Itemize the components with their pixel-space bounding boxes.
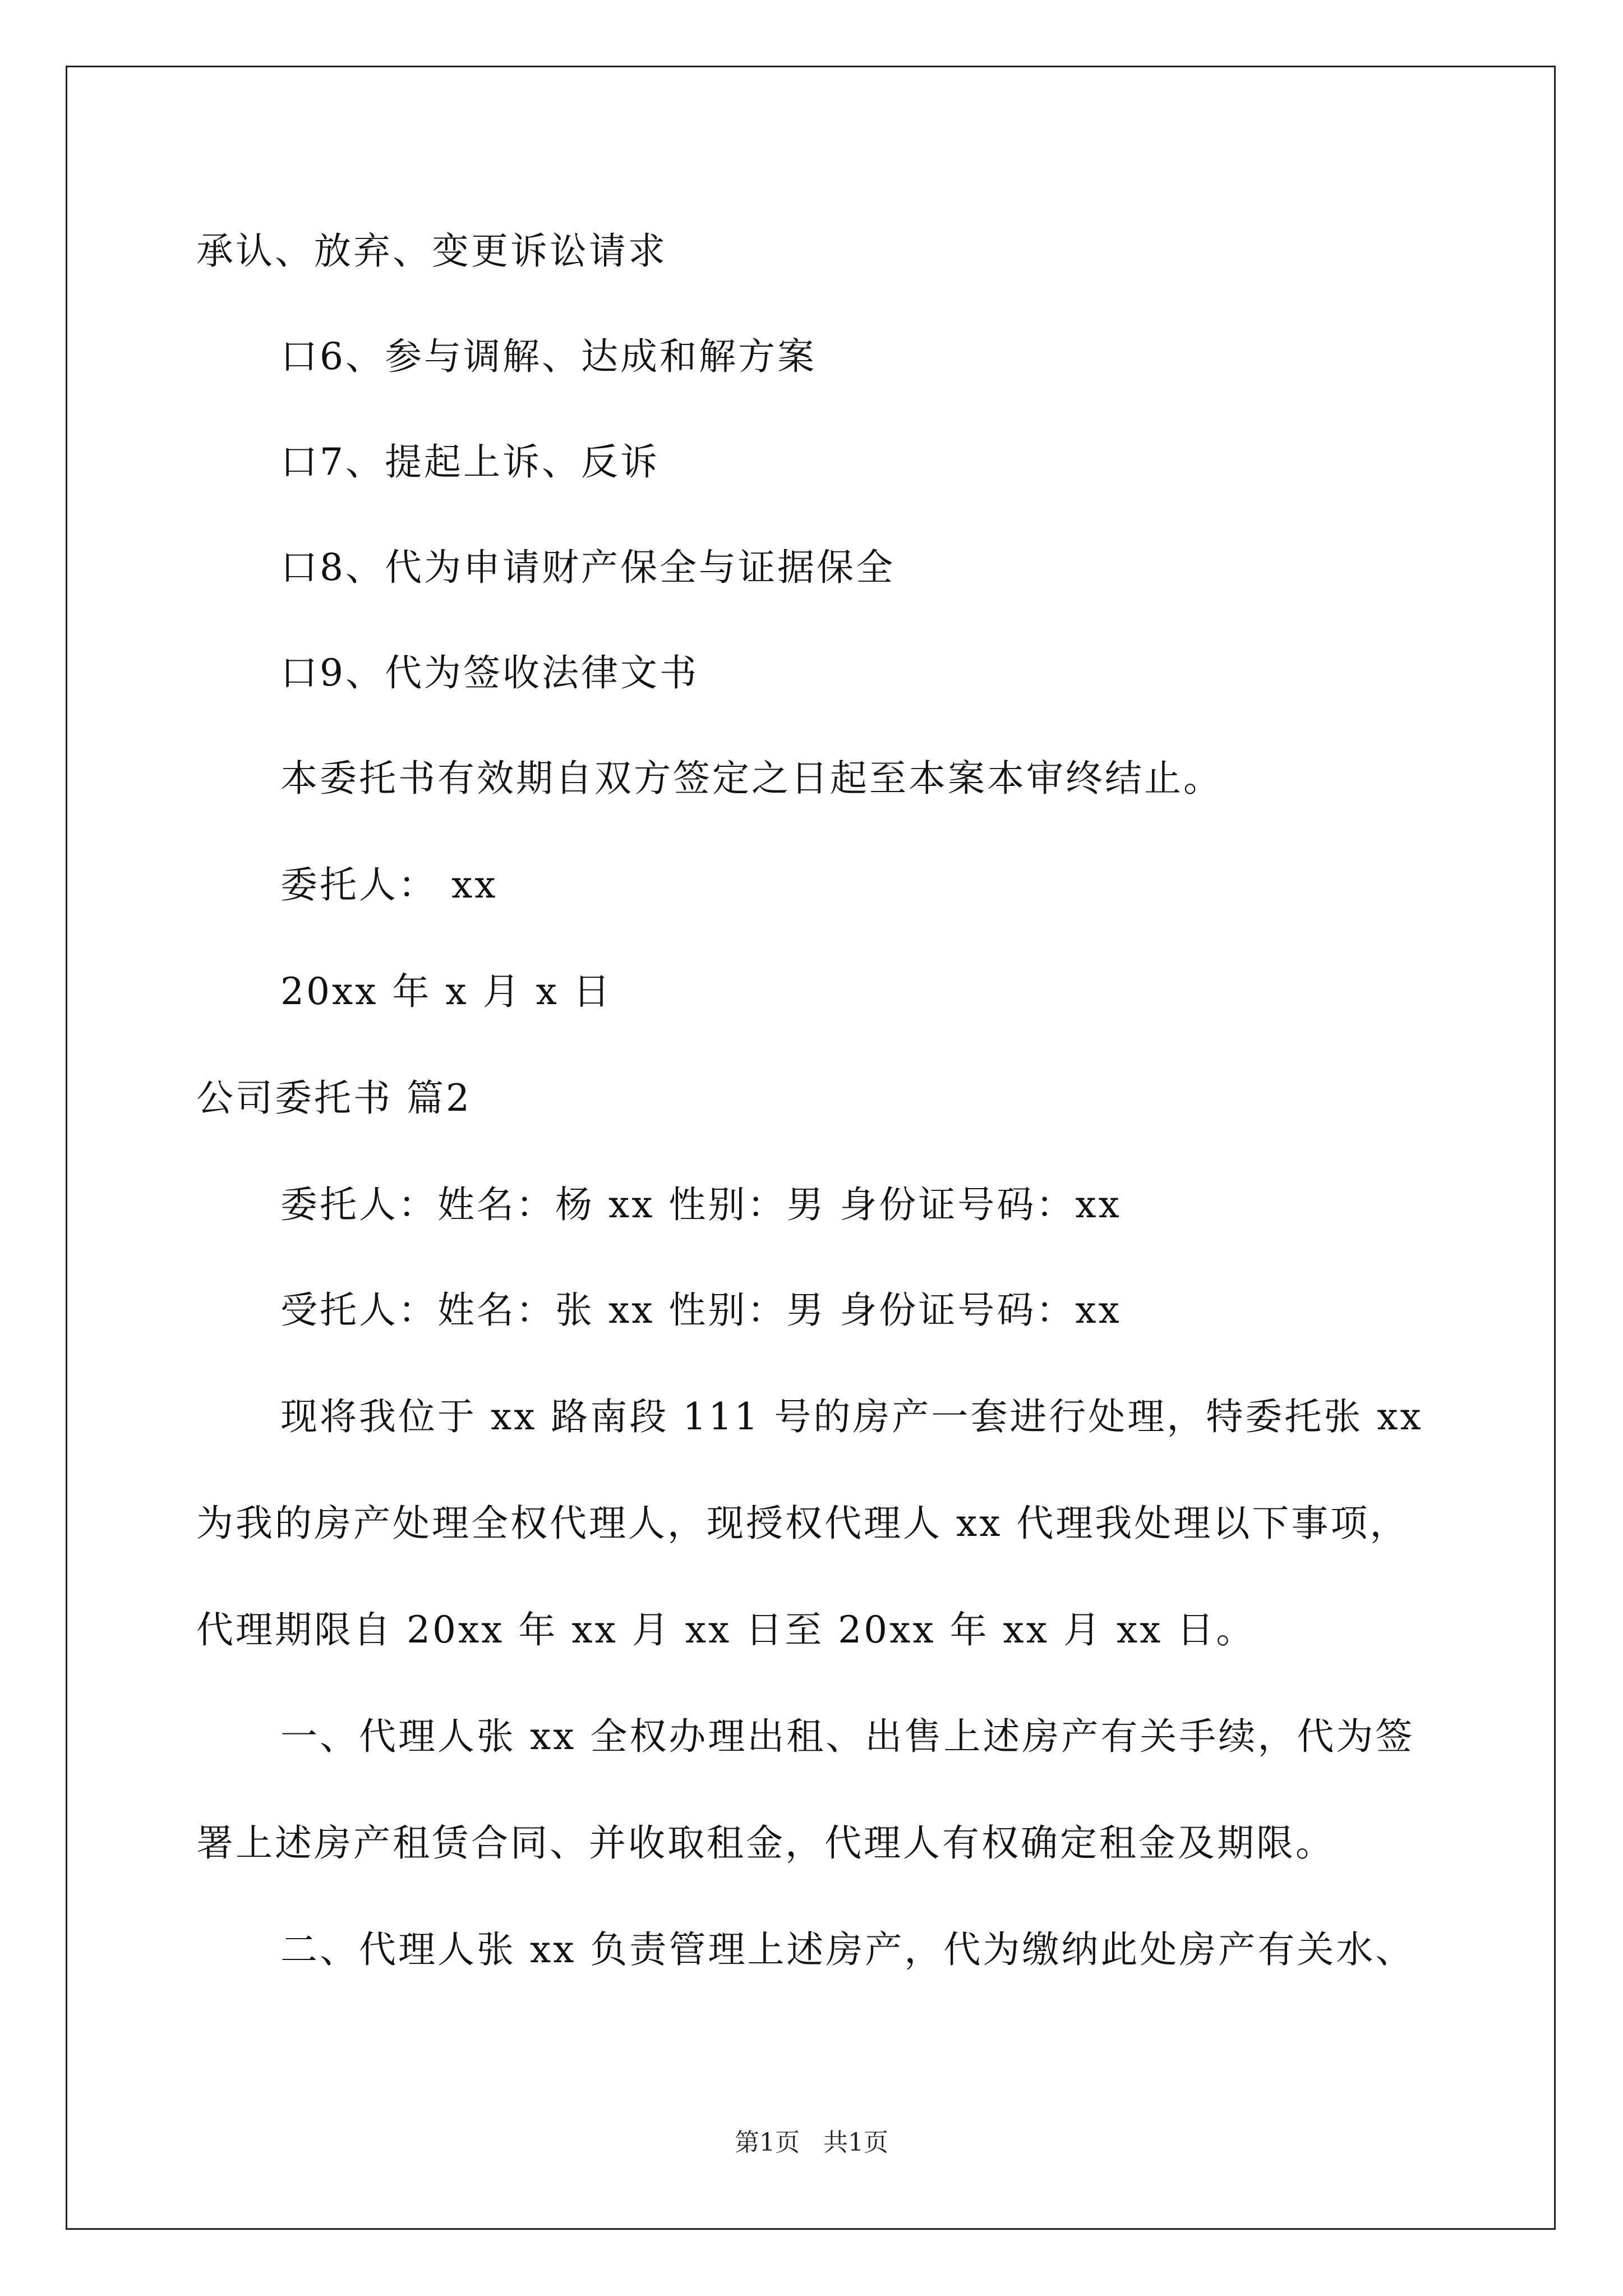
body-paragraph-line-2: 为我的房产处理全权代理人，现授权代理人 xx 代理我处理以下事项，: [196, 1502, 1409, 1545]
page-number: 第1页: [735, 2128, 800, 2157]
checkbox-item-7: 口7、提起上诉、反诉: [280, 440, 660, 484]
page-footer: [0, 2126, 1623, 2160]
clause-1-line-1: 一、代理人张 xx 全权办理出租、出售上述房产有关手续，代为签: [280, 1715, 1415, 1758]
page-border: [66, 66, 1556, 2230]
checkbox-item-9: 口9、代为签收法律文书: [280, 651, 699, 694]
checkbox-item-8: 口8、代为申请财产保全与证据保全: [280, 546, 895, 589]
principal-signature: 委托人： xx: [280, 863, 498, 907]
page-total: 共1页: [823, 2128, 888, 2157]
clause-2-line-1: 二、代理人张 xx 负责管理上述房产，代为缴纳此处房产有关水、: [280, 1928, 1415, 1971]
body-paragraph-line-3: 代理期限自 20xx 年 xx 月 xx 日至 20xx 年 xx 月 xx 日。: [196, 1608, 1256, 1651]
clause-1-line-2: 署上述房产租赁合同、并收取租金，代理人有权确定租金及期限。: [196, 1821, 1335, 1865]
text-line-1: 承认、放弃、变更诉讼请求: [196, 229, 667, 273]
checkbox-item-6: 口6、参与调解、达成和解方案: [280, 335, 817, 378]
signature-date: 20xx 年 x 月 x 日: [280, 970, 612, 1013]
section-heading: 公司委托书 篇2: [196, 1076, 472, 1120]
body-paragraph-line-1: 现将我位于 xx 路南段 111 号的房产一套进行处理，特委托张 xx: [280, 1395, 1423, 1438]
validity-paragraph: 本委托书有效期自双方签定之日起至本案本审终结止。: [280, 757, 1223, 800]
principal-info: 委托人：姓名：杨 xx 性别：男 身份证号码：xx: [280, 1183, 1122, 1226]
agent-info: 受托人：姓名：张 xx 性别：男 身份证号码：xx: [280, 1289, 1122, 1332]
